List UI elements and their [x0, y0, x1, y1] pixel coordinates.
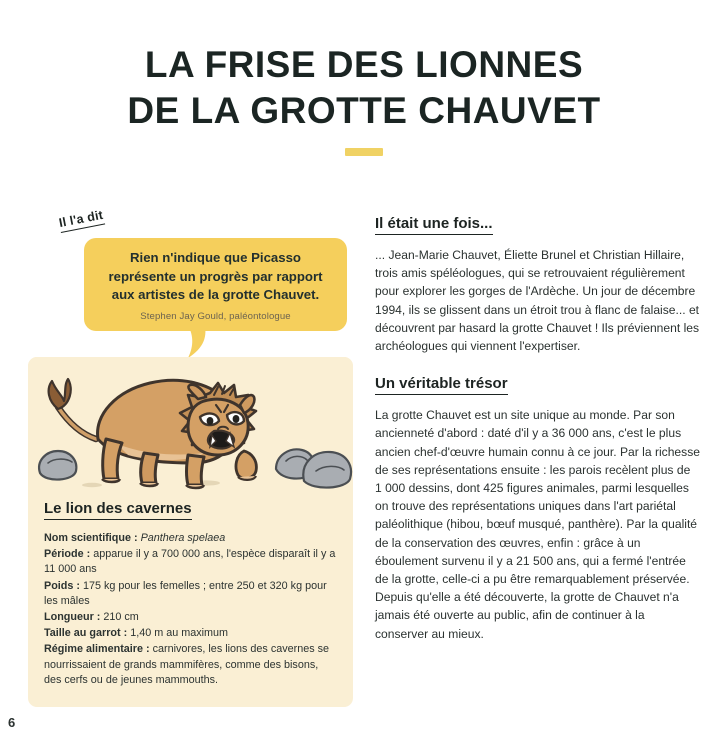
section-heading: Un véritable trésor — [375, 375, 508, 395]
fact-value: Panthera spelaea — [140, 532, 226, 544]
fact-label: Taille au garrot : — [44, 627, 128, 640]
fact-label: Poids : — [44, 579, 80, 592]
fact-label: Régime alimentaire : — [44, 643, 150, 656]
page-title — [0, 42, 728, 156]
fact-value: 1,40 m au maximum — [130, 627, 229, 640]
fact-row — [44, 626, 337, 641]
section-body: ... Jean-Marie Chauvet, Éliette Brunel et Christian Hillaire, trois amis spéléologues, qui se retrouvaient régulièrement pour explorer les gorges de l'Ardèche. Un jour de décembre 1994, ils se glissent dans un étroit trou à flanc de falaise... et découvrent par hasard la grotte Chauvet ! Ils préviennent les archéologues qui viennent l'expertiser. — [375, 248, 700, 354]
lion-fact-card — [28, 357, 353, 707]
page-number: 6 — [8, 715, 16, 730]
fact-row — [44, 610, 337, 625]
quote-author: Stephen Jay Gould, paléontologue — [140, 310, 291, 322]
section-heading: Il était une fois... — [375, 215, 493, 235]
quote-kicker-label: Il l'a dit — [58, 208, 105, 233]
cave-lion-illustration-icon — [28, 357, 353, 497]
fact-row — [44, 547, 337, 577]
section-body: La grotte Chauvet est un site unique au monde. Par son ancienneté d'abord : daté d'il y a 36 000 ans, c'est le plus ancien chef-d'œuvre humain connu à ce jour. Par la richesse de ses représentations ensuite : les parois recèlent plus de 1 000 dessins, dont 425 figures animales, parmi lesquelles on trouve des représentations uniques dans l'art pariétal paléolithique (hibou, bœuf musqué, panthère). Par la qualité de la conservation des œuvres, enfin : grâce à un éboulement survenu il y a 21 500 ans, qui a fermé l'entrée de la grotte, celle-ci a pu être remarquablement préservée. Depuis qu'elle a été découverte, la grotte de Chauvet n'a jamais été ouverte au public, afin de continuer à la conserver au mieux. — [375, 408, 700, 641]
speech-bubble-tail-icon — [164, 322, 210, 362]
fact-value: 175 kg pour les femelles ; entre 250 et 320 kg pour les mâles — [44, 579, 327, 607]
title-divider — [345, 148, 383, 156]
title-line-2: DE LA GROTTE CHAUVET — [127, 90, 601, 131]
quote-text: Rien n'indique que Picasso représente un progrès par rapport aux artistes de la grotte Chauvet. — [108, 250, 323, 302]
fact-row — [44, 642, 337, 688]
quote-bubble — [84, 238, 347, 331]
fact-label: Nom scientifique : — [44, 532, 138, 544]
fact-value: apparue il y a 700 000 ans, l'espèce disparaît il y a 11 000 ans — [44, 548, 336, 576]
fact-row — [44, 579, 337, 609]
right-column — [375, 215, 700, 663]
fact-value: carnivores, les lions des cavernes se nourrissaient de grands mammifères, comme des bisons, des cerfs ou de jeunes mammouths. — [44, 643, 330, 686]
lion-facts-body — [28, 497, 353, 707]
fact-label: Période : — [44, 548, 91, 561]
fact-label: Longueur : — [44, 611, 101, 624]
lion-facts-list — [44, 531, 337, 688]
section-un-veritable-tresor — [375, 375, 700, 643]
lion-facts-title: Le lion des cavernes — [44, 500, 192, 520]
fact-value: 210 cm — [103, 611, 139, 624]
title-line-1: LA FRISE DES LIONNES — [144, 44, 584, 85]
section-il-etait-une-fois — [375, 215, 700, 355]
fact-row — [44, 531, 337, 546]
